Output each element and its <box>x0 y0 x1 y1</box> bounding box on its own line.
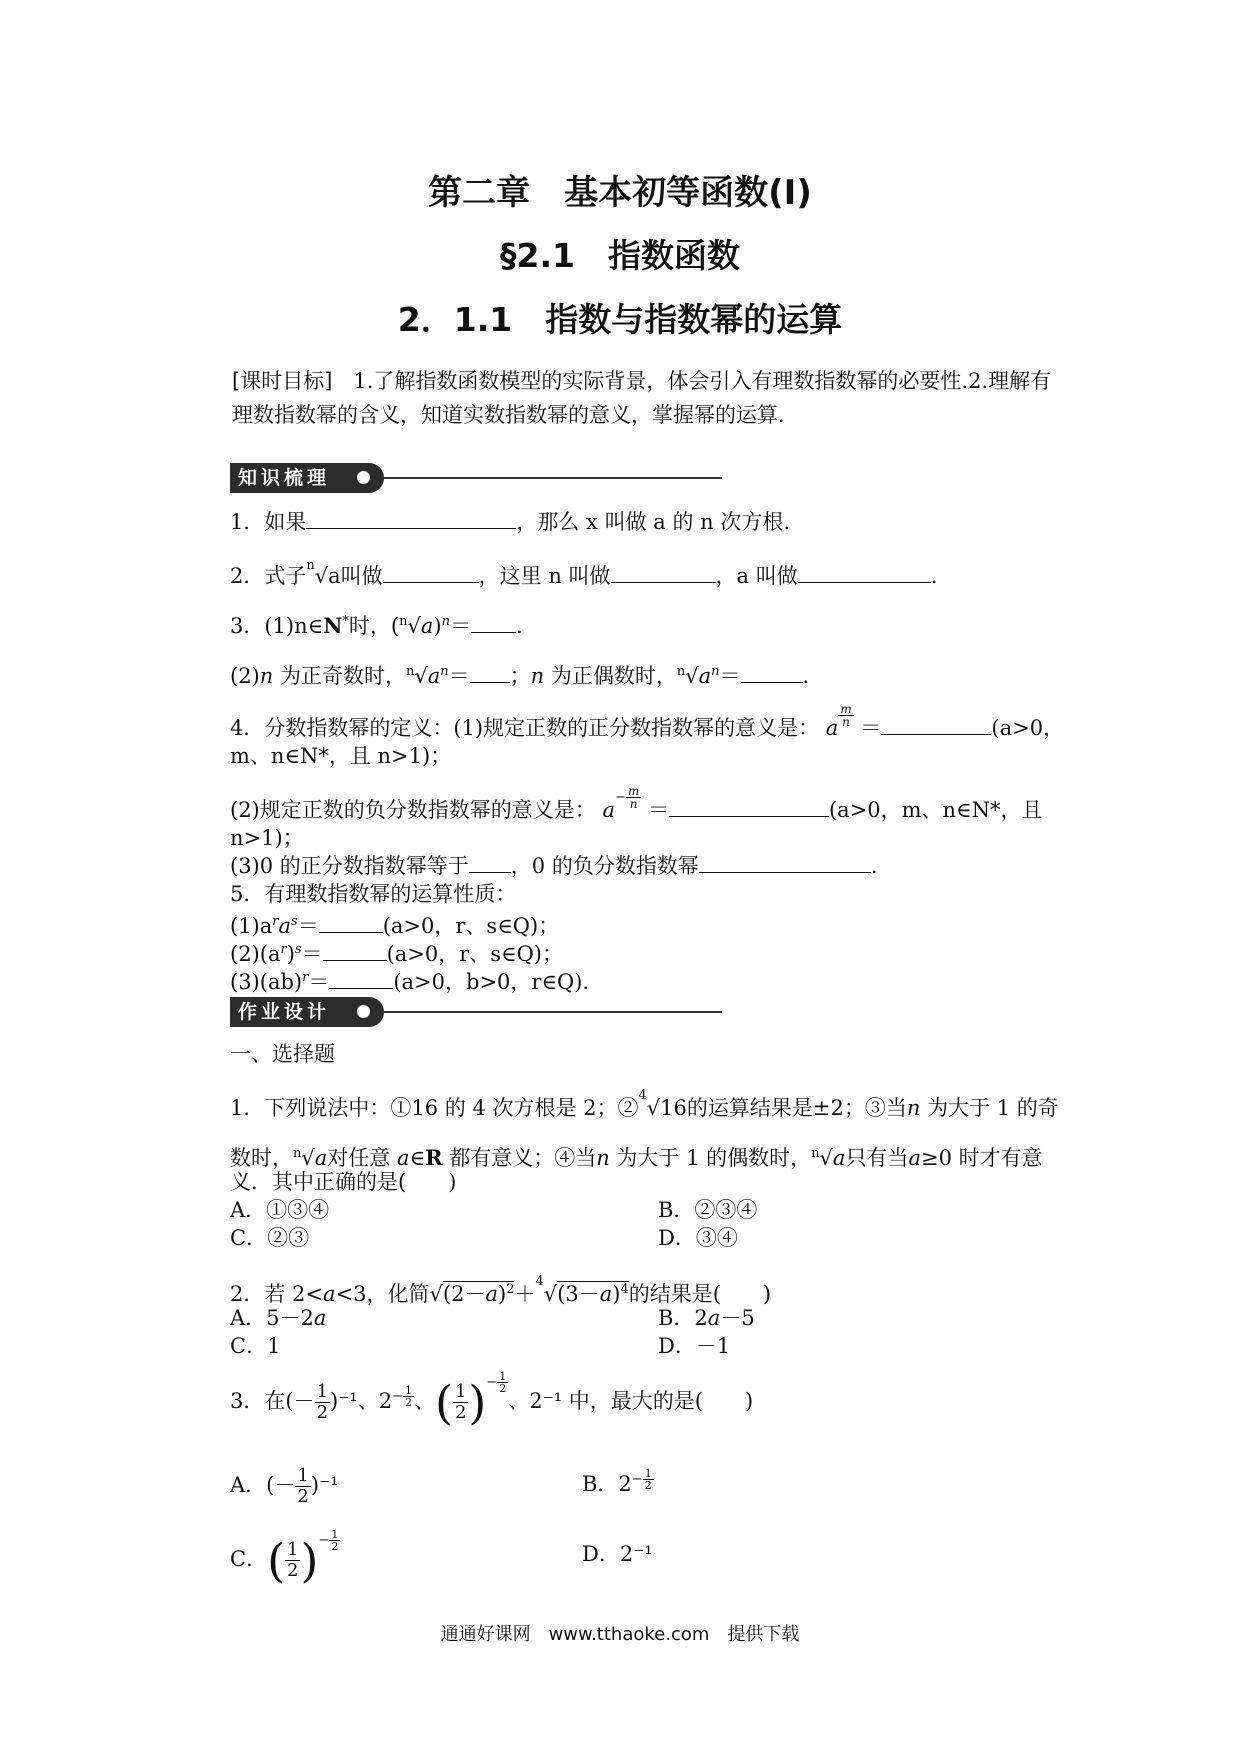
banner-divider <box>384 477 722 479</box>
page-footer: 通通好课网 www.tthaoke.com 提供下载 <box>440 1624 800 1645</box>
knowledge-item-4-cont: m、n∈N*，且 n>1)； <box>230 744 452 768</box>
knowledge-item-1: 1．如果 ，那么 x 叫做 a 的 n 次方根. <box>230 510 790 534</box>
homework-banner-label: 作业设计 <box>230 997 384 1027</box>
q2-option-c[interactable]: C．1 <box>230 1334 281 1358</box>
q1-option-a[interactable]: A．①③④ <box>230 1198 330 1222</box>
knowledge-item-4c: (3)0 的正分数指数幂等于 ，0 的负分数指数幂 . <box>230 854 878 878</box>
blank <box>306 510 516 529</box>
q3-option-b[interactable]: B．$2^{- \frac{1}{2}}$ <box>582 1467 652 1496</box>
q1-option-b[interactable]: B．②③④ <box>658 1198 758 1222</box>
q1-option-d[interactable]: D．③④ <box>658 1226 738 1250</box>
section-title: §2.1 指数函数 <box>500 236 740 275</box>
banner-dot-icon <box>357 471 370 484</box>
q3-option-a[interactable]: A．(－ $\frac{1}{2}$ )⁻¹ <box>230 1465 339 1507</box>
goal-text: 1.了解指数函数模型的实际背景，体会引入有理数指数幂的必要性.2.理解有理数指数幂的含义，知道实数指数幂的意义，掌握幂的运算. <box>232 369 1052 427</box>
q1-option-c[interactable]: C．②③ <box>230 1226 310 1250</box>
banner-dot-icon <box>357 1005 370 1018</box>
q2-option-a[interactable]: A．5－2a <box>230 1306 327 1330</box>
knowledge-item-5: 5．有理数指数幂的运算性质： <box>230 882 517 906</box>
knowledge-item-5-1: $(1)a^ra^s= (a>0$，r、s∈Q)； <box>230 914 560 938</box>
knowledge-banner-label: 知识梳理 <box>230 463 384 493</box>
question-1-line1: 1．下列说法中：①16 的 4 次方根是 2；②$^4$√16的运算结果是±2；③当n 为大于 1 的奇 <box>230 1088 1059 1120</box>
question-1-line3: 义．其中正确的是( ) <box>230 1170 457 1194</box>
knowledge-item-3: 3．(1)n∈N*时，$(^n√a)^n=$ . <box>230 613 523 638</box>
banner-divider <box>384 1011 722 1013</box>
knowledge-item-4b: (2)规定正数的负分数指数幂的意义是： $a^{- \frac{m}{n}}$ ＝ (a>0，m、n∈N*，且 <box>230 784 1043 822</box>
q2-option-b[interactable]: B．2a－5 <box>658 1306 755 1330</box>
knowledge-item-3b: (2)n 为正奇数时，$^n√a^n=$ ；n 为正偶数时，$^n√a^n=$ . <box>230 664 810 688</box>
knowledge-item-2: 2．式子$^n$√a叫做 ，这里 n 叫做 ，a 叫做 . <box>230 558 938 588</box>
knowledge-item-4b-cont: n>1)； <box>230 826 304 850</box>
lesson-goal <box>232 364 1060 432</box>
question-3: 3．在(－ $\frac{1}{2}$ )⁻¹、$2^{- \frac{1}{2}}$ 、( $\frac{1}{2}$ )$^{- \frac{1}{2}}$ 、2⁻¹ 中，最大的是( ) <box>230 1370 754 1430</box>
section-heading-choice: 一、选择题 <box>230 1042 335 1066</box>
question-1-line2: 数时，$^n$√a对任意 a∈R 都有意义；④当n 为大于 1 的偶数时，$^n$√a只有当a≥0 时才有意 <box>230 1145 1043 1170</box>
knowledge-item-5-2: $(2)(a^r)^s= (a>0$，r、s∈Q)； <box>230 942 564 966</box>
q2-option-d[interactable]: D．－1 <box>658 1334 731 1358</box>
q3-option-c[interactable]: C．( $\frac{1}{2}$ )$^{- \frac{1}{2}}$ <box>230 1528 339 1588</box>
goal-tag: [课时目标] <box>232 369 333 393</box>
q3-option-d[interactable]: D．2⁻¹ <box>582 1542 653 1566</box>
knowledge-item-4: 4．分数指数幂的定义：(1)规定正数的正分数指数幂的意义是： a $^{\frac{m}{n}}$ ＝ (a>0， <box>230 702 1065 740</box>
subsection-title: 2．1.1 指数与指数幂的运算 <box>397 300 843 339</box>
question-2: 2．若 2<a<3，化简$√(2-a)^2+^4√(3-a)^4$的结果是( ) <box>230 1274 772 1306</box>
knowledge-item-5-3: (3)(ab)$^r$＝ (a>0，b>0，r∈Q). <box>230 970 590 994</box>
chapter-title: 第二章 基本初等函数(Ⅰ) <box>428 173 812 213</box>
